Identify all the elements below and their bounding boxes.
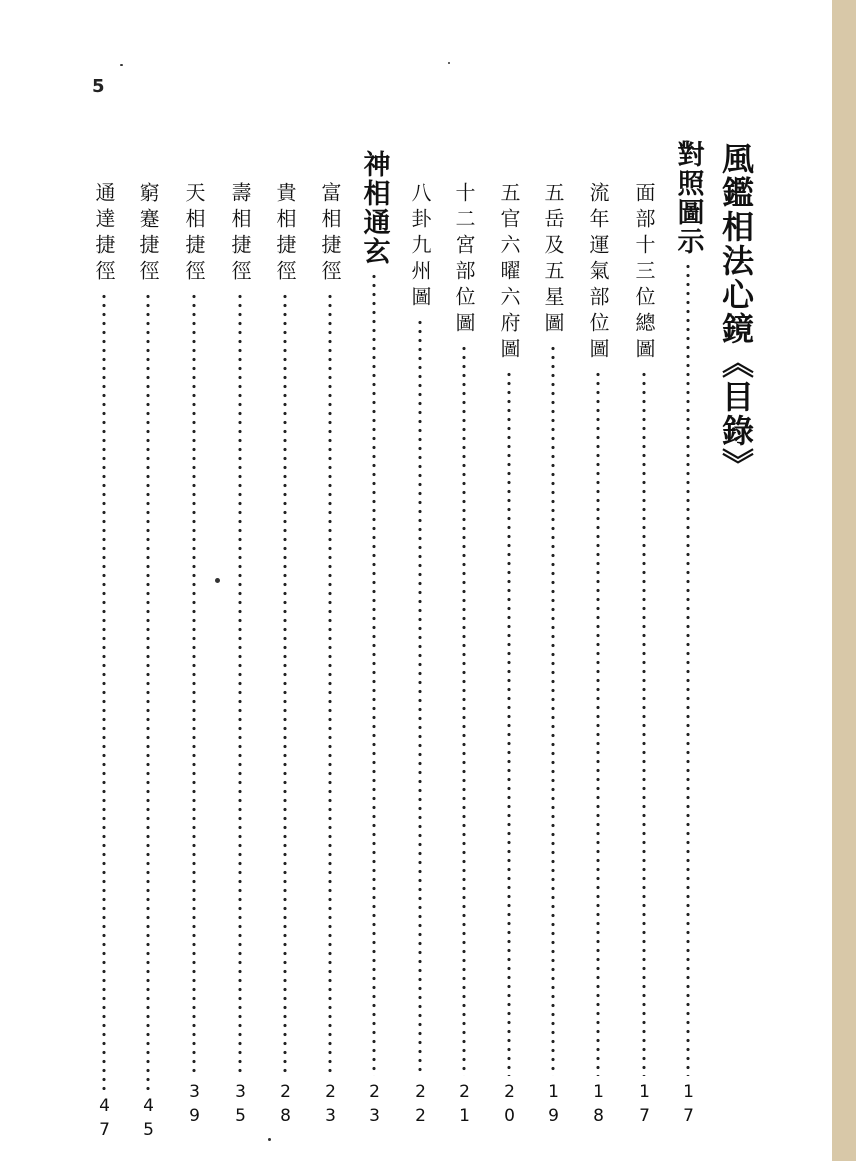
dot-leader xyxy=(328,292,332,1076)
dot-leader xyxy=(238,292,242,1076)
entry-title: 五官六曜六府圖 xyxy=(497,182,521,364)
dot-leader xyxy=(507,370,511,1076)
dot-leader xyxy=(642,370,646,1076)
page-ref: 17 xyxy=(678,1082,699,1130)
entry-title: 五岳及五星圖 xyxy=(541,182,565,338)
dot-leader xyxy=(686,262,690,1076)
dot-leader xyxy=(146,292,150,1090)
entry-title: 面部十三位總圖 xyxy=(632,182,656,364)
dot-leader xyxy=(418,318,422,1076)
toc-entry[interactable] xyxy=(446,182,482,1130)
page-ref: 23 xyxy=(364,1082,385,1130)
dot-leader xyxy=(551,344,555,1076)
book-page-edge xyxy=(832,0,856,1161)
page-ref: 45 xyxy=(138,1096,159,1144)
toc-entry[interactable] xyxy=(626,182,662,1130)
entry-title: 壽相捷徑 xyxy=(228,182,252,286)
toc-entry[interactable] xyxy=(312,182,348,1130)
toc-entry[interactable] xyxy=(86,182,122,1144)
entry-title: 通達捷徑 xyxy=(92,182,116,286)
scan-speck xyxy=(268,1138,271,1141)
section-heading-title: 神相通玄 xyxy=(358,150,390,266)
page-ref: 23 xyxy=(320,1082,341,1130)
toc-entry[interactable] xyxy=(491,182,527,1130)
toc-entry[interactable] xyxy=(130,182,166,1144)
page-ref: 17 xyxy=(634,1082,655,1130)
entry-title: 流年運氣部位圖 xyxy=(586,182,610,364)
toc-entry[interactable] xyxy=(176,182,212,1130)
toc-label: 《目錄》 xyxy=(717,346,755,482)
entry-title: 貴相捷徑 xyxy=(273,182,297,286)
entry-title: 十二宮部位圖 xyxy=(452,182,476,338)
page-number: 5 xyxy=(92,76,105,97)
toc-entry[interactable] xyxy=(222,182,258,1130)
dot-leader xyxy=(462,344,466,1076)
toc-entry[interactable] xyxy=(580,182,616,1130)
dot-leader xyxy=(192,292,196,1076)
book-title-column xyxy=(718,142,754,512)
dot-leader xyxy=(596,370,600,1076)
page-ref: 47 xyxy=(94,1096,115,1144)
toc-entry[interactable] xyxy=(267,182,303,1130)
scan-speck xyxy=(448,62,450,64)
page-ref: 21 xyxy=(454,1082,475,1130)
section-heading-title: 對照圖示 xyxy=(672,140,704,256)
page-ref: 18 xyxy=(588,1082,609,1130)
entry-title: 窮蹇捷徑 xyxy=(136,182,160,286)
entry-title: 八卦九州圖 xyxy=(408,182,432,312)
page-ref: 28 xyxy=(275,1082,296,1130)
page-ref: 19 xyxy=(543,1082,564,1130)
scan-speck xyxy=(120,64,123,66)
toc-entry[interactable] xyxy=(402,182,438,1130)
dot-leader xyxy=(102,292,106,1090)
page-ref: 20 xyxy=(499,1082,520,1130)
toc-section-heading[interactable] xyxy=(670,140,706,1130)
page-ref: 22 xyxy=(410,1082,431,1130)
page-ref: 39 xyxy=(184,1082,205,1130)
dot-leader xyxy=(372,272,376,1076)
page-ref: 35 xyxy=(230,1082,251,1130)
entry-title: 天相捷徑 xyxy=(182,182,206,286)
scan-speck xyxy=(215,578,220,583)
toc-section-heading[interactable] xyxy=(356,150,392,1130)
toc-entry[interactable] xyxy=(535,182,571,1130)
entry-title: 富相捷徑 xyxy=(318,182,342,286)
dot-leader xyxy=(283,292,287,1076)
book-title: 風鑑相法心鏡 xyxy=(717,142,755,346)
